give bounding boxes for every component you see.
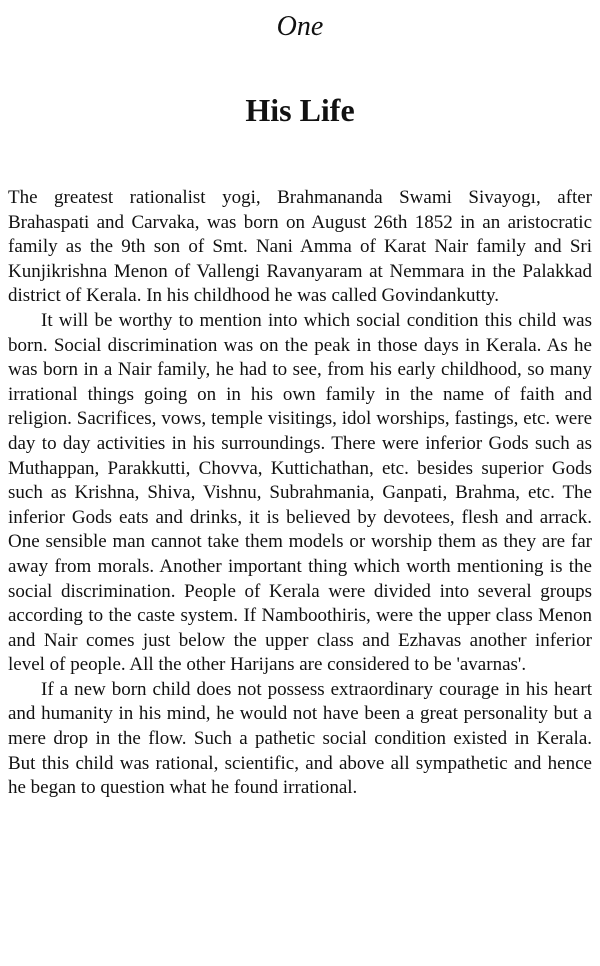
paragraph-2: It will be worthy to mention into which social condition this child was born. Social discrimination was on the peak in those days in Kerala. As he was born in a Nair family, he had to see, from his early childhood, so many irrational things going on in his own family in the name of faith and religion. Sacrifices, vows, temple visitings, idol worships, fastings, etc. were day to day activities in his surroundings. There were inferior Gods such as Muthappan, Parakkutti, Chovva, Kuttichathan, etc. besides superior Gods such as Krishna, Shiva, Vishnu, Subrahmania, Ganpati, Brahma, etc. The inferior Gods eats and drinks, it is believed by devotees, flesh and arrack. One sensible man cannot take them models or worship them as they are far away from morals. Another important thing which worth mentioning is the social discrimination. People of Kerala were divided into several groups according to the caste system. If Namboothiris, were the upper class Menon and Nair comes just below the upper class and Ezhavas another inferior level of people. All the other Harijans are considered to be 'avarnas'. [8, 309, 592, 676]
body-text [8, 186, 592, 801]
paragraph-3: If a new born child does not possess extraordinary courage in his heart and humanity in his mind, he would not have been a great personality but a mere drop in the flow. Such a pathetic social condition existed in Kerala. But this child was rational, scientific, and above all sympathetic and hence he began to question what he found irrational. [8, 678, 592, 799]
chapter-title: His Life [245, 92, 355, 128]
paragraph-1: The greatest rationalist yogi, Brahmananda Swami Sivayogı, after Brahaspati and Carvaka, was born on August 26th 1852 in an aristocratic family as the 9th son of Smt. Nani Amma of Karat Nair family and Sri Kunjikrishna Menon of Vallengi Ravanyaram at Nemmara in the Palakkad district of Kerala. In his childhood he was called Govindankutty. [8, 187, 592, 307]
chapter-number: One [276, 11, 324, 42]
